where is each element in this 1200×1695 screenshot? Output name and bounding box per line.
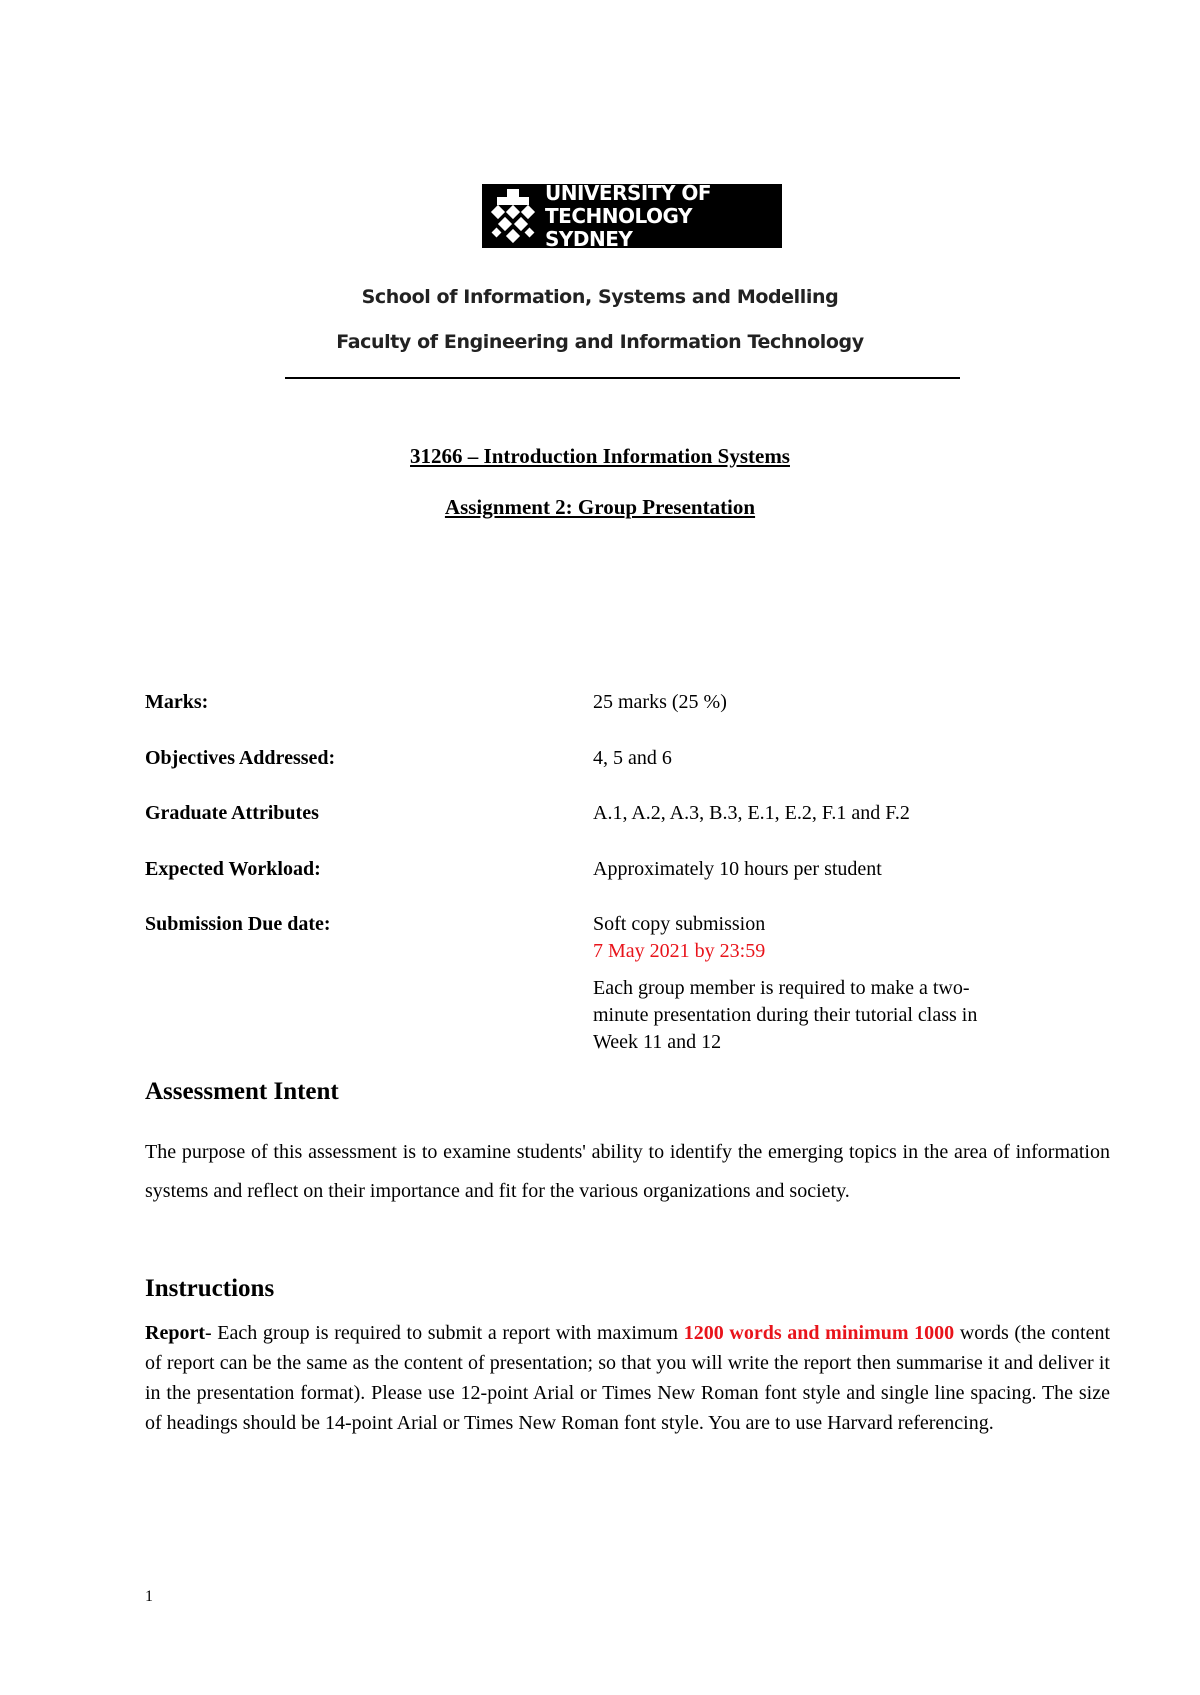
assessment-intent-heading: Assessment Intent xyxy=(145,1078,339,1105)
due-date-block xyxy=(593,911,1013,1056)
faculty-name: Faculty of Engineering and Information Technology xyxy=(336,331,864,353)
word-limit-highlight: 1200 words and minimum 1000 xyxy=(683,1322,955,1344)
assessment-intent-text: The purpose of this assessment is to examine students' ability to identify the emerging topics in the area of information systems and reflect on their importance and fit for the various organizations and society. xyxy=(145,1141,1110,1202)
info-label: Submission Due date: xyxy=(145,913,331,935)
report-label: Report xyxy=(145,1322,205,1344)
logo-line-2: TECHNOLOGY SYDNEY xyxy=(545,203,692,251)
instructions-text xyxy=(145,1318,1110,1438)
instructions-text-after: words (the content of report can be the same as the content of presentation; so that you will write the report then summarise it and deliver it in the presentation format). Please use 12-point Arial or Times New Roman font style and single line spacing. The size of headings should be 14-point Arial or Times New Roman font style. You are to use Harvard referencing. xyxy=(145,1322,1110,1434)
due-date: 7 May 2021 by 23:59 xyxy=(593,940,766,962)
info-label: Marks: xyxy=(145,691,209,713)
logo-line-1: UNIVERSITY OF xyxy=(545,180,712,205)
uts-emblem-icon xyxy=(482,184,543,248)
instructions-text-before: - Each group is required to submit a report with maximum xyxy=(204,1322,684,1344)
university-logo xyxy=(482,180,782,251)
page-number: 1 xyxy=(145,1588,153,1605)
info-value: 4, 5 and 6 xyxy=(593,747,672,769)
presentation-note: Each group member is required to make a two-minute presentation during their tutorial class in Week 11 and 12 xyxy=(593,977,978,1053)
info-label: Expected Workload: xyxy=(145,858,321,880)
subject-title: 31266 – Introduction Information Systems xyxy=(410,444,790,468)
instructions-heading: Instructions xyxy=(145,1275,275,1302)
info-value: 25 marks (25 %) xyxy=(593,691,727,713)
school-name: School of Information, Systems and Modelling xyxy=(361,286,839,308)
info-value: A.1, A.2, A.3, B.3, E.1, E.2, F.1 and F.2 xyxy=(593,802,910,824)
info-label: Objectives Addressed: xyxy=(145,747,336,769)
submission-type: Soft copy submission xyxy=(593,913,766,935)
info-label: Graduate Attributes xyxy=(145,802,319,824)
assignment-title: Assignment 2: Group Presentation xyxy=(444,495,756,519)
logo-text xyxy=(543,182,782,251)
header-divider xyxy=(285,377,960,379)
info-value: Approximately 10 hours per student xyxy=(593,858,882,880)
